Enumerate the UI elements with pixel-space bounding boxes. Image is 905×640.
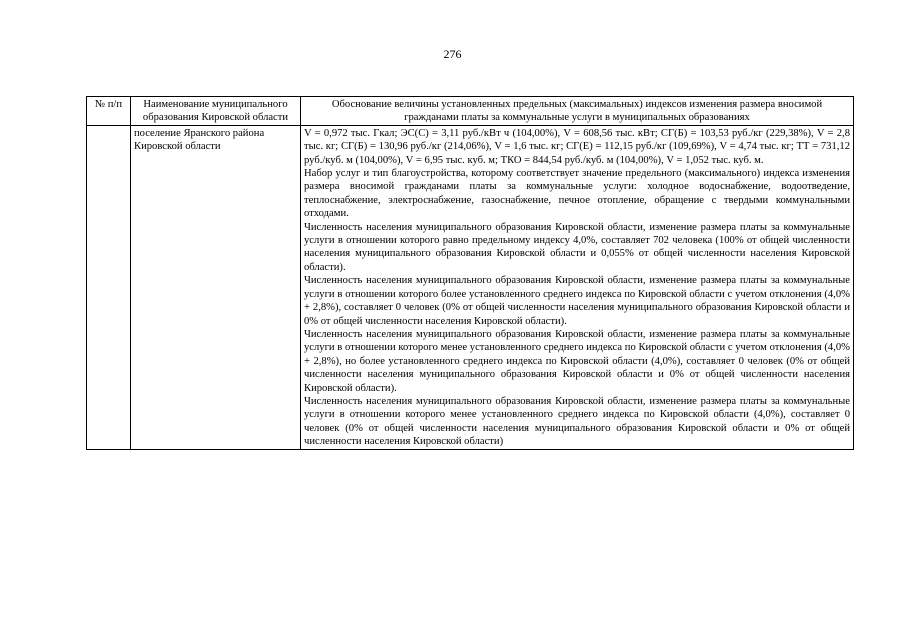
row-justification: [301, 125, 854, 449]
population-below-average-paragraph: Численность населения муниципального образования Кировской области, изменение размера платы за коммунальные услуги в отношении которого менее установленного среднего индекса по Кировской области (4,0%), составляет 0 человек (0% от общей численности населения муниципального образования Кировской области и 0% от общей численности населения Кировской области): [304, 395, 850, 448]
population-above-deviation-paragraph: Численность населения муниципального образования Кировской области, изменение размера платы за коммунальные услуги в отношении которого более установленного среднего индекса по Кировской области с учетом отклонения (4,0% + 2,8%), составляет 0 человек (0% от общей численности населения муниципального образования Кировской области и 0% от общей численности населения Кировской области).: [304, 275, 850, 327]
header-name: Наименование муниципального образования Кировской области: [131, 97, 301, 126]
service-set-paragraph: Набор услуг и тип благоустройства, которому соответствует значение предельного (максимального) индекса изменения размера вносимой гражданами платы за коммунальные услуги: холодное водоснабжение, водоотведение, теплоснабжение, электроснабжение, газоснабжение, печное отопление, обращение с твердыми коммунальными отходами.: [304, 168, 850, 220]
page-number: 276: [443, 47, 462, 61]
row-municipality-name: поселение Яранского района Кировской области: [131, 125, 301, 449]
table-header-row: [87, 97, 854, 126]
row-num: [87, 125, 131, 449]
justification-table: [86, 96, 854, 450]
population-between-paragraph: Численность населения муниципального образования Кировской области, изменение размера платы за коммунальные услуги в отношении которого менее установленного среднего индекса по Кировской области с учетом отклонения (4,0% + 2,8%), но более установленного среднего индекса по Кировской области (4,0%), составляет 0 человек (0% от общей численности населения муниципального образования Кировской области и 0% от общей численности населения Кировской области).: [304, 328, 850, 394]
header-num: № п/п: [87, 97, 131, 126]
population-equal-index-paragraph: Численность населения муниципального образования Кировской области, изменение размера платы за коммунальные услуги в отношении которого равно предельному индексу 4,0%, составляет 702 человека (100% от общей численности населения муниципального образования Кировской области и 0,055% от общей численности населения Кировской области).: [304, 221, 850, 273]
table-row: [87, 125, 854, 449]
header-justification: Обоснование величины установленных предельных (максимальных) индексов изменения размера вносимой гражданами платы за коммунальные услуги в муниципальных образованиях: [301, 97, 854, 126]
tariff-paragraph: V = 0,972 тыс. Гкал; ЭС(С) = 3,11 руб./кВт ч (104,00%), V = 608,56 тыс. кВт; СГ(Б) = 103,53 руб./кг (229,38%), V = 2,8 тыс. кг; СГ(Б) = 130,96 руб./кг (214,06%), V = 1,6 тыс. кг; СГ(Е) = 112,15 руб./кг (109,69%), V = 4,74 тыс. кг; ТТ = 731,12 руб./куб. м (104,00%), V = 6,95 тыс. куб. м; ТКО = 844,54 руб./куб. м (104,00%), V = 1,052 тыс. куб. м.: [304, 127, 850, 166]
